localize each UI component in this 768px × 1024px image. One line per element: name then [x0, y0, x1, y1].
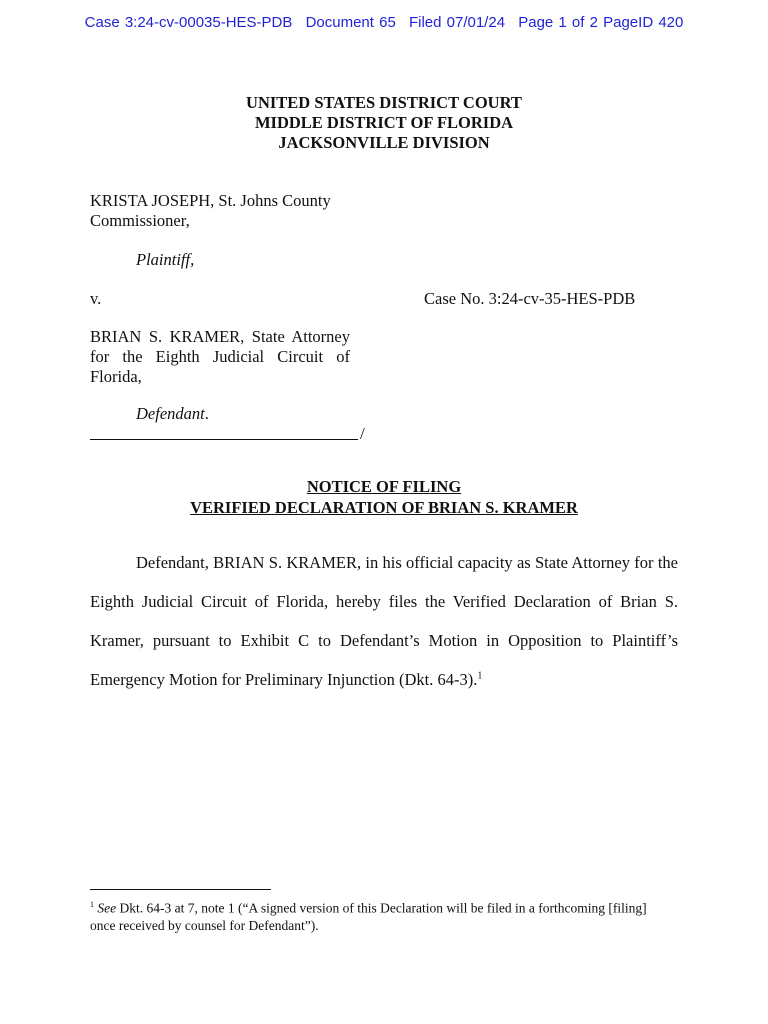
body-text: Defendant, BRIAN S. KRAMER, in his official capacity as State Attorney for the Eighth Judicial Circuit of Florida, hereby files the Verified Declaration of Brian S. Kramer, pursuant to Exhibit C to Defendant’s Motion in Opposition to Plaintiff’s Emergency Motion for Preliminary Injunction (Dkt. 64-3). — [90, 553, 678, 689]
header-case: Case 3:24-cv-00035-HES-PDB — [84, 14, 293, 31]
header-page: Page 1 of 2 PageID 420 — [518, 14, 684, 31]
footnote — [90, 896, 650, 934]
footnote-see: See — [97, 900, 117, 916]
defendant-role-punct: . — [204, 404, 209, 423]
header-document: Document 65 — [305, 14, 396, 31]
header-filed: Filed 07/01/24 — [408, 14, 506, 31]
defendant-name: BRIAN S. KRAMER, State Attorney for the Eighth Judicial Circuit of Florida, — [90, 327, 350, 386]
footnote-reference[interactable]: 1 — [477, 670, 483, 682]
court-line-1: UNITED STATES DISTRICT COURT — [246, 93, 522, 112]
footnote-rule — [90, 889, 271, 890]
ecf-header — [0, 14, 768, 31]
plaintiff-role: Plaintiff, — [136, 250, 195, 269]
footnote-text: Dkt. 64-3 at 7, note 1 (“A signed version of this Declaration will be filed in a forthcoming [filing] once received by counsel for Defendant”). — [90, 900, 647, 933]
court-line-3: JACKSONVILLE DIVISION — [278, 133, 490, 152]
versus: v. — [90, 289, 102, 308]
body-paragraph — [90, 543, 678, 699]
title-line-2: VERIFIED DECLARATION OF BRIAN S. KRAMER — [190, 498, 578, 517]
title-line-1: NOTICE OF FILING — [306, 477, 462, 496]
plaintiff-name: KRISTA JOSEPH, St. Johns County Commissioner, — [90, 191, 331, 230]
case-number: Case No. 3:24-cv-35-HES-PDB — [424, 289, 636, 308]
defendant-role: Defendant — [136, 404, 205, 423]
caption-rule — [90, 425, 358, 440]
defendant-role-line — [136, 404, 209, 424]
court-line-2: MIDDLE DISTRICT OF FLORIDA — [254, 113, 514, 132]
court-heading — [0, 93, 768, 153]
caption-slash: / — [360, 424, 365, 443]
footnote-marker: 1 — [90, 900, 94, 909]
document-title — [0, 476, 768, 518]
